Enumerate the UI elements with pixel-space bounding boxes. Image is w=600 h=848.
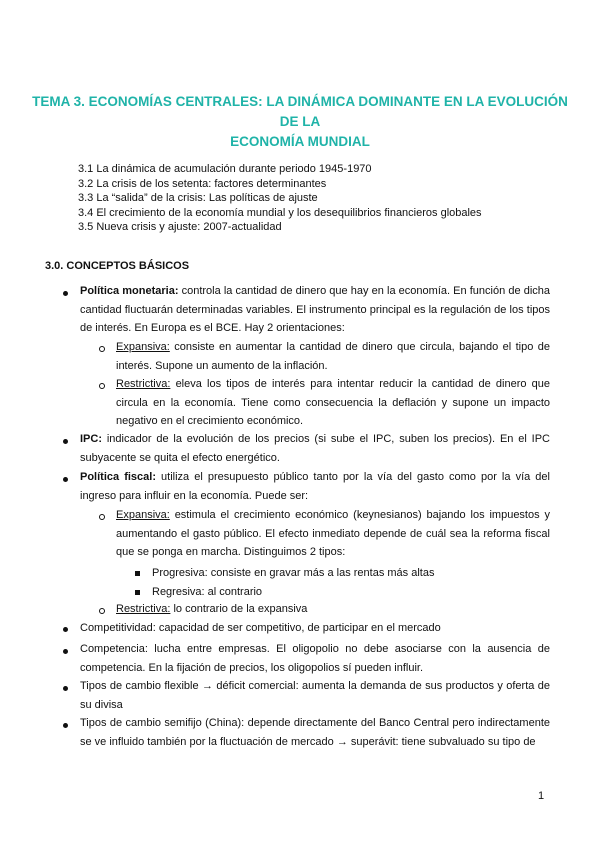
list-item-expansiva — [116, 338, 550, 375]
term: Expansiva: — [116, 509, 170, 521]
bullet-dot-icon — [63, 291, 68, 296]
definition: estimula el crecimiento económico (keynesianos) bajando los impuestos y aumentando el gasto público. El efecto inmediato depende de cuál sea la reforma fiscal que se ponga en marcha. Distinguimos 2 tipos: — [116, 509, 550, 558]
bullet-circle-icon — [99, 608, 105, 614]
definition: utiliza el presupuesto público tanto por la vía del gasto como por la vía del ingreso para influir en la economía. Puede ser: — [80, 471, 550, 502]
bullet-circle-icon — [99, 346, 105, 352]
toc-item: 3.3 La “salida” de la crisis: Las políticas de ajuste — [78, 192, 318, 204]
bullet-dot-icon — [63, 649, 68, 654]
definition: eleva los tipos de interés para intentar reducir la cantidad de dinero que circula en la economía. Tiene como consecuencia la deflación y supone un impacto negativo en el crecimiento económico. — [116, 378, 550, 427]
list-item-restrictiva — [116, 375, 550, 431]
term: Política monetaria: — [80, 285, 179, 297]
toc-item: 3.2 La crisis de los setenta: factores determinantes — [78, 177, 327, 190]
term: Política fiscal: — [80, 471, 156, 483]
list-item-competitividad: Competitividad: capacidad de ser competitivo, de participar en el mercado — [80, 622, 441, 634]
definition: indicador de la evolución de los precios (si sube el IPC, suben los precios). En el IPC subyacente se quita el efecto energético. — [80, 433, 550, 464]
title-line-1: TEMA 3. ECONOMÍAS CENTRALES: LA DINÁMICA DOMINANTE EN LA EVOLUCIÓN DE LA — [32, 94, 568, 129]
bullet-dot-icon — [63, 439, 68, 444]
list-item-ipc — [80, 430, 550, 467]
bullet-square-icon — [135, 590, 140, 595]
term: IPC: — [80, 433, 102, 445]
list-item-politica-monetaria — [80, 282, 550, 338]
toc-item: 3.4 El crecimiento de la economía mundial y los desequilibrios financieros globales — [78, 206, 482, 219]
definition: consiste en aumentar la cantidad de dinero que circula, bajando el tipo de interés. Supone un aumento de la inflación. — [116, 341, 550, 372]
toc-item: 3.5 Nueva crisis y ajuste: 2007-actualidad — [78, 221, 282, 233]
bullet-dot-icon — [63, 686, 68, 691]
bullet-dot-icon — [63, 723, 68, 728]
page-number: 1 — [538, 790, 545, 802]
bullet-dot-icon — [63, 627, 68, 632]
bullet-square-icon — [135, 571, 140, 576]
title-line-2: ECONOMÍA MUNDIAL — [230, 134, 370, 149]
section-heading: 3.0. CONCEPTOS BÁSICOS — [45, 260, 190, 272]
list-item-cambio-semifijo: Tipos de cambio semifijo (China): depende directamente del Banco Central pero indirectamente se ve influido también por la fluctuación de mercado → superávit: tiene subvaluado su tipo de — [80, 717, 550, 748]
bullet-circle-icon — [99, 383, 105, 389]
term: Expansiva: — [116, 341, 170, 353]
bullet-circle-icon — [99, 514, 105, 520]
list-item-expansiva-fiscal — [116, 506, 550, 562]
list-item-politica-fiscal — [80, 468, 550, 505]
term: Restrictiva: — [116, 603, 171, 615]
term: Restrictiva: — [116, 378, 171, 390]
list-item-cambio-flexible: Tipos de cambio flexible → déficit comercial: aumenta la demanda de sus productos y oferta de su divisa — [80, 680, 550, 711]
list-item-competencia: Competencia: lucha entre empresas. El oligopolio no debe asociarse con la ausencia de competencia. En la fijación de precios, los oligopolios sí pueden influir. — [80, 643, 550, 674]
bullet-dot-icon — [63, 477, 68, 482]
document-title — [30, 92, 570, 152]
definition: controla la cantidad de dinero que hay en la economía. En función de dicha cantidad fluctuarán determinadas variables. El instrumento principal es la regulación de los tipos de interés. En Europa es el BCE. Hay 2 orientaciones: — [80, 285, 550, 334]
list-item-regresiva: Regresiva: al contrario — [152, 586, 263, 598]
toc-item: 3.1 La dinámica de acumulación durante periodo 1945-1970 — [78, 163, 372, 175]
list-item-progresiva: Progresiva: consiste en gravar más a las rentas más altas — [152, 567, 435, 579]
definition: lo contrario de la expansiva — [170, 603, 308, 615]
table-of-contents — [78, 162, 482, 235]
list-item-restrictiva-fiscal — [116, 600, 550, 619]
